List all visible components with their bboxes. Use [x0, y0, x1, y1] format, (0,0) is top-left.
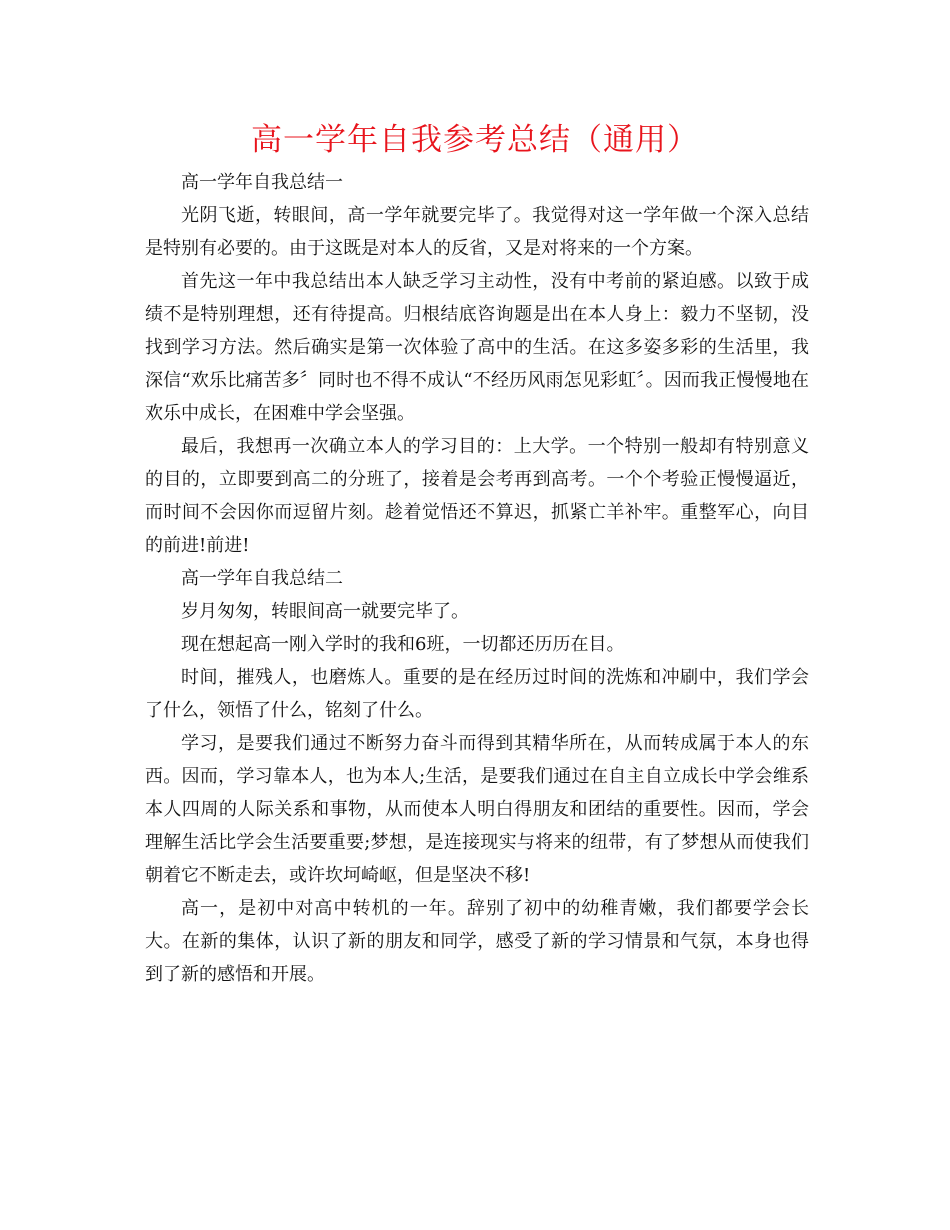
paragraph: 现在想起高一刚入学时的我和6班，一切都还历历在目。	[181, 634, 625, 655]
paragraph: 时间，摧残人，也磨炼人。重要的是在经历过时间的洗炼和冲刷中，我们学会了什么，领悟了什么，铭刻了什么。	[145, 667, 809, 721]
section-heading: 高一学年自我总结二	[181, 568, 343, 589]
document-title: 高一学年自我参考总结（通用）	[251, 122, 699, 158]
section-heading: 高一学年自我总结一	[181, 172, 343, 193]
paragraph: 首先这一年中我总结出本人缺乏学习主动性，没有中考前的紧迫感。以致于成绩不是特别理想，还有待提高。归根结底咨询题是出在本人身上：毅力不坚韧，没找到学习方法。然后确实是第一次体验了高中的生活。在这多姿多彩的生活里，我深信“欢乐比痛苦多〞同时也不得不成认“不经历风雨怎见彩虹〞。因而我正慢慢地在欢乐中成长，在困难中学会坚强。	[145, 271, 809, 424]
paragraph: 岁月匆匆，转眼间高一就要完毕了。	[181, 601, 469, 622]
paragraph: 光阴飞逝，转眼间，高一学年就要完毕了。我觉得对这一学年做一个深入总结是特别有必要的。由于这既是对本人的反省，又是对将来的一个方案。	[145, 205, 809, 259]
paragraph: 最后，我想再一次确立本人的学习目的：上大学。一个特别一般却有特别意义的目的，立即要到高二的分班了，接着是会考再到高考。一个个考验正慢慢逼近，而时间不会因你而逗留片刻。趁着觉悟还不算迟，抓紧亡羊补牢。重整军心，向目的前进!前进!	[145, 436, 809, 556]
paragraph: 高一，是初中对高中转机的一年。辞别了初中的幼稚青嫩，我们都要学会长大。在新的集体，认识了新的朋友和同学，感受了新的学习情景和气氛，本身也得到了新的感悟和开展。	[145, 898, 809, 985]
document-body	[145, 166, 809, 991]
paragraph: 学习，是要我们通过不断努力奋斗而得到其精华所在，从而转成属于本人的东西。因而，学习靠本人，也为本人;生活，是要我们通过在自主自立成长中学会维系本人四周的人际关系和事物，从而使本人明白得朋友和团结的重要性。因而，学会理解生活比学会生活要重要;梦想，是连接现实与将来的纽带，有了梦想从而使我们朝着它不断走去，或许坎坷崎岖，但是坚决不移!	[145, 733, 809, 886]
